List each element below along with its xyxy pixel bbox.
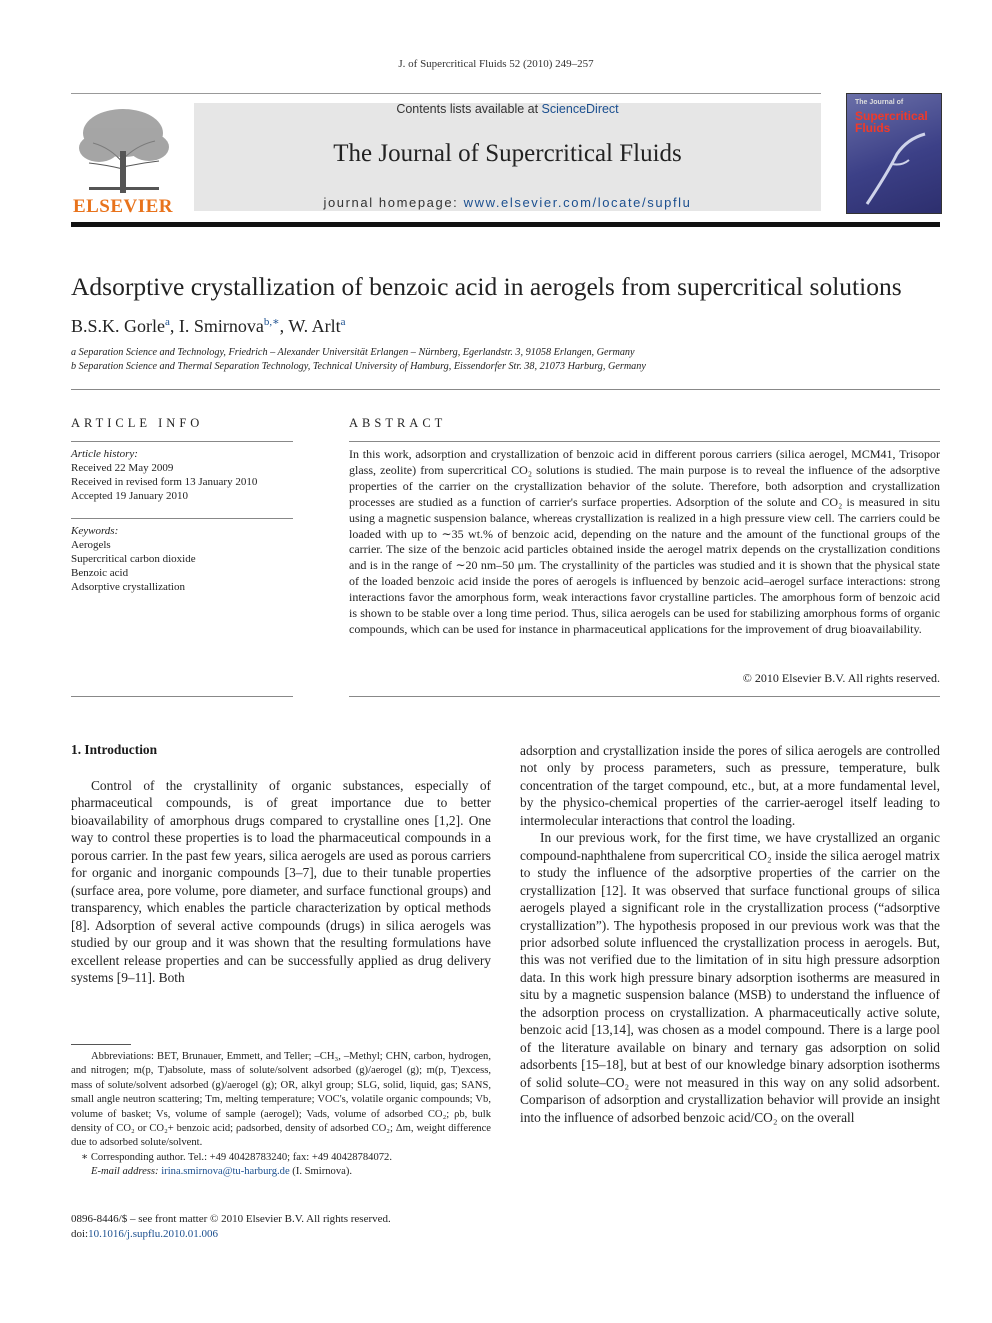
keyword-item: Supercritical carbon dioxide xyxy=(71,553,196,565)
keyword-item: Adsorptive crystallization xyxy=(71,581,185,593)
abbreviations-footnote: Abbreviations: BET, Brunauer, Emmett, and Teller; –CH₃, –Methyl; CHN, carbon, hydrogen, and nitrogen; m(p, T)absolute, mass of solute/solvent adsorbed (g)/aerogel (g); m(p, T)excess, mass of solute/solvent adsorbed (g)/aerogel (g); OR, alkyl group; SLG, solid, liquid, gas; SANS, small angle neutron scattering; Tm, melting temperature; VOC's, volatile organic compounds; Vb, volume of basket; Vs, volume of sample (aerogel); Vads, volume of adsorbed CO₂; ρb, bulk density of CO₂ or CO₂+ benzoic acid; ρadsorbed, density of adsorbed CO₂; Δm, weight difference due to adsorbed solute/solvent. xyxy=(71,1051,491,1149)
abstract-text: In this work, adsorption and crystallization of benzoic acid in different porous carriers (silica aerogel, MCM41, Trisopor glass, zeolite) from supercritical CO₂ solutions is studied. The main purpose is to reveal the influence of the adsorptive properties of the carrier on the crystallization behavior of the solute. Therefore, both adsorption and crystallization processes are studied as a function of carrier's surface properties. Adsorption of the solute and CO₂ is measured in situ using a magnetic suspension balance, whereas crystallization is realized in a high pressure view cell. The carriers could be loaded with up to ∼35 wt.% of benzoic acid, depending on the nature and the amount of the functional groups of the carrier. The size of the benzoic acid particles obtained inside the aerogel matrix depends on the crystallization conditions and is in the range of ∼20 nm–50 μm. The crystallinity of the particles was studied and it is shown that the physical state of the loaded benzoic acid inside the pores of aerogels is influenced by benzoic acid–aerogel surface interactions: strong interactions favor the amorphous form, weak interactions favor crystalline particles. The amorphous form of benzoic acid is shown to be stable over a long time period. Thus, silica aerogels can be used for stabilizing amorphous forms of organic compounds, which can be used for instance in pharmaceutical applications for the improvement of drug bioavailability. xyxy=(349,447,940,636)
history-label: Article history: xyxy=(71,448,138,460)
history-received: Received 22 May 2009 xyxy=(71,462,174,474)
intro-right-column xyxy=(520,742,940,1126)
homepage-prefix: journal homepage: xyxy=(323,195,464,210)
doi-label: doi: xyxy=(71,1228,89,1240)
keywords xyxy=(71,524,293,594)
article-info-heading: ARTICLE INFO xyxy=(71,416,204,430)
author-affiliation-mark[interactable]: a xyxy=(165,316,170,328)
abstract-copyright: © 2010 Elsevier B.V. All rights reserved. xyxy=(742,671,940,685)
intro-paragraph: In our previous work, for the first time, we have crystallized an organic compound-naphthalene from supercritical CO₂ inside the silica aerogel matrix to study the influence of the adsorptive properties of the carrier on the crystallization [12]. It was observed that surface functional groups of silica aerogels played a significant role in the crystallization process (“adsorptive crystallization”). The hypothesis proposed in our previous work was that the prior adsorbed solute influenced the crystallization process in aerogels. But, this was not verified due to the limitation of in situ high pressure adsorption data. In this work high pressure binary adsorption isotherms are measured in situ by a magnetic suspension balance (MSB) to understand the influence of the adsorption process on crystallization. A pharmaceutically active solute, benzoic acid [13,14], was chosen as a model compound. There is a large pool of the literature available on binary and ternary gas adsorption on solid adsorbents [15–18], but at best of our knowledge binary adsorption isotherms of solid solute–CO₂ were not measured in this way on any solid adsorbent. Comparison of adsorption and crystallization behavior will provide an insight into the influence of adsorbed benzoic acid/CO₂ on the overall xyxy=(520,830,940,1125)
journal-homepage xyxy=(194,195,821,210)
intro-left-column xyxy=(71,777,491,986)
cover-title-line1: The Journal of xyxy=(855,99,904,106)
author-name: W. Arlt xyxy=(288,316,341,336)
article-title: Adsorptive crystallization of benzoic acid in aerogels from supercritical solutions xyxy=(71,272,902,301)
author-list: B.S.K. Gorle$^a$, I. Smirnova$^{b,∗}$, W. Arlt$^a$ xyxy=(71,316,346,336)
doi-line xyxy=(71,1227,391,1242)
doi-link[interactable]: 10.1016/j.supflu.2010.01.006 xyxy=(88,1228,218,1240)
journal-name: The Journal of Supercritical Fluids xyxy=(333,140,682,167)
introduction-heading: 1. Introduction xyxy=(71,742,158,757)
journal-citation: J. of Supercritical Fluids 52 (2010) 249–257 xyxy=(398,58,594,70)
corresponding-author: ∗ Corresponding author. Tel.: +49 40428783240; fax: +49 40428784072. xyxy=(81,1151,392,1163)
author-name: I. Smirnova xyxy=(178,316,264,336)
email-link[interactable]: irina.smirnova@tu-harburg.de xyxy=(161,1166,290,1178)
header-top-rule xyxy=(71,93,821,94)
article-info-bottom-rule xyxy=(71,696,293,697)
cover-title-line2: Supercritical Fluids xyxy=(855,109,928,135)
affiliation-a: a Separation Science and Technology, Friedrich – Alexander Universität Erlangen – Nürnberg, Egerlandstr. 3, 91058 Erlangen, Germany xyxy=(71,347,635,358)
affiliation-b: b Separation Science and Thermal Separation Technology, Technical University of Hamburg, Eissendorfer Str. 38, 21073 Harburg, Germany xyxy=(71,361,646,372)
email-suffix: (I. Smirnova). xyxy=(289,1166,353,1178)
author-affiliation-mark[interactable]: b,∗ xyxy=(263,316,280,328)
sciencedirect-link[interactable]: ScienceDirect xyxy=(541,102,619,116)
footnotes xyxy=(71,1050,491,1180)
history-accepted: Accepted 19 January 2010 xyxy=(71,490,188,502)
abstract-bottom-rule xyxy=(349,696,940,697)
title-separator xyxy=(71,389,940,390)
article-info-rule xyxy=(71,441,293,442)
author-name: B.S.K. Gorle xyxy=(71,316,165,336)
contents-prefix: Contents lists available at xyxy=(396,102,542,116)
email-label: E-mail address: xyxy=(91,1166,162,1178)
contents-line xyxy=(194,102,821,116)
keywords-label: Keywords: xyxy=(71,525,119,537)
keywords-rule xyxy=(71,518,293,519)
history-revised: Received in revised form 13 January 2010 xyxy=(71,476,258,488)
issn-line: 0896-8446/$ – see front matter © 2010 Elsevier B.V. All rights reserved. xyxy=(71,1213,391,1225)
publisher-name: ELSEVIER xyxy=(72,196,174,217)
abstract-heading: ABSTRACT xyxy=(349,416,447,430)
homepage-link[interactable]: www.elsevier.com/locate/supflu xyxy=(463,195,692,210)
keyword-item: Aerogels xyxy=(71,539,111,551)
footnote-rule xyxy=(71,1044,131,1045)
email-line xyxy=(71,1165,491,1179)
intro-paragraph: Control of the crystallinity of organic substances, especially of pharmaceutical compounds, is of great importance due to better bioavailability of amorphous drugs compared to crystalline ones [1,2]. One way to control these properties is to load the pharmaceutical compounds in a porous carrier. In the past few years, silica aerogels are used as porous carriers for organic and inorganic compounds [3–7], due to their tunable properties (surface area, pore volume, pore diameter, and surface functional groups) and transparency, which enables the particle characterization by optical methods [8]. Adsorption of several active compounds (drugs) in silica aerogels was studied by our group and it was shown that the resulting formulations have excellent release properties and can be successfully applied as drug delivery systems [9–11]. Both xyxy=(71,778,491,985)
abstract-rule xyxy=(349,441,940,442)
keyword-item: Benzoic acid xyxy=(71,567,129,579)
article-history xyxy=(71,447,293,503)
intro-paragraph: adsorption and crystallization inside the pores of silica aerogels are controlled not only by process parameters, such as pressure, temperature, bulk concentration of the target compound, etc., but, at a more fundamental level, by the physico-chemical properties of the carrier-aerogel itself leading to intermolecular interactions that control the loading. xyxy=(520,743,940,828)
journal-cover-image xyxy=(846,93,942,214)
header-rule xyxy=(71,222,940,227)
author-affiliation-mark[interactable]: a xyxy=(340,316,346,328)
article-meta xyxy=(71,1212,391,1242)
